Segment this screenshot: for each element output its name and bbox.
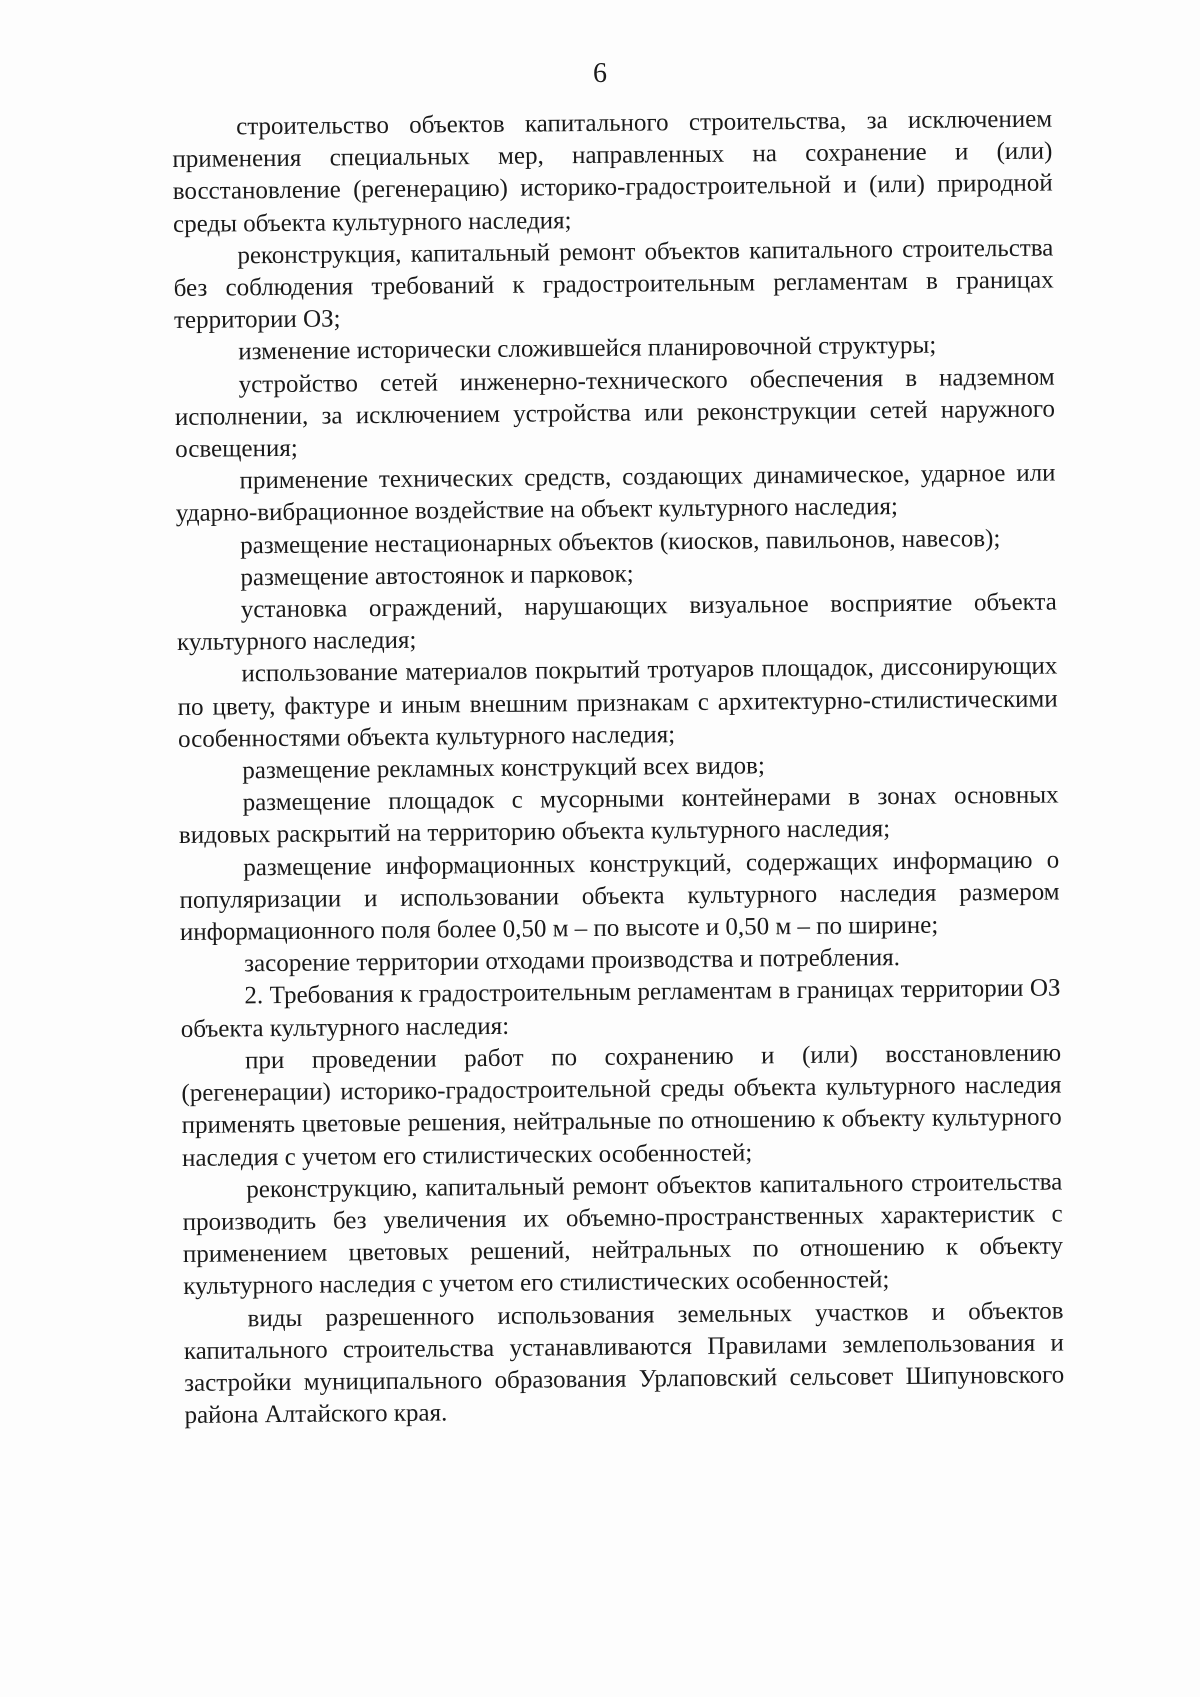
paragraph-9: использование материалов покрытий тротуаров площадок, диссонирующих по цвету, фактуре и иным внешним признакам с архитектурно-стилистическими особенностями объекта культурного наследия; — [177, 652, 1058, 753]
paragraph-17: виды разрешенного использования земельных участков и объектов капитального строительства устанавливаются Правилами землепользования и застройки муниципального образования Урлаповский сельсовет Шипуновского района Алтайского края. — [183, 1297, 1065, 1430]
page-number: 6 — [593, 58, 607, 89]
paragraph-2: реконструкция, капитальный ремонт объектов капитального строительства без соблюдения требований к градостроительным регламентам в границах территории ОЗ; — [173, 234, 1054, 335]
paragraph-3: изменение исторически сложившейся планировочной структуры; — [238, 332, 937, 366]
section-heading-2: 2. Требования к градостроительным регламентам в границах территории ОЗ объекта культурного наследия: — [180, 974, 1061, 1043]
paragraph-1: строительство объектов капитального строительства, за исключением применения специальных мер, направленных на сохранение и (или) восстановление (регенерацию) историко-градостроительной и (или) природной среды объекта культурного наследия; — [172, 105, 1053, 238]
paragraph-7: размещение автостоянок и парковок; — [240, 560, 634, 592]
paragraph-8: установка ограждений, нарушающих визуальное восприятие объекта культурного наследия; — [176, 588, 1057, 657]
paragraph-13: засорение территории отходами производства и потребления. — [244, 944, 901, 978]
paragraph-15: при проведении работ по сохранению и (или) восстановлению (регенерации) историко-градостроительной среды объекта культурного наследия применять цветовые решения, нейтральные по отношению к объекту культурного наследия с учетом его стилистических особенностей; — [181, 1039, 1062, 1172]
paragraph-11: размещение площадок с мусорными контейнерами в зонах основных видовых раскрытий на территорию объекта культурного наследия; — [178, 781, 1059, 850]
paragraph-16: реконструкцию, капитальный ремонт объектов капитального строительства производить без увеличения их объемно-пространственных характеристик с применением цветовых решений, нейтральных по отношению к объекту культурного наследия с учетом его стилистических особенностей; — [182, 1168, 1064, 1301]
document-body — [172, 104, 1065, 1433]
paragraph-5: применение технических средств, создающих динамическое, ударное или ударно-вибрационное воздействие на объект культурного наследия; — [175, 459, 1056, 528]
paragraph-6: размещение нестационарных объектов (киосков, павильонов, навесов); — [240, 524, 1001, 560]
paragraph-4: устройство сетей инженерно-технического обеспечения в надземном исполнении, за исключением устройства или реконструкции сетей наружного освещения; — [174, 363, 1056, 464]
paragraph-12: размещение информационных конструкций, содержащих информацию о популяризации и использовании объекта культурного наследия размером информационного поля более 0,50 м – по высоте и 0,50 м – по ширине; — [179, 846, 1060, 947]
paragraph-10: размещение рекламных конструкций всех видов; — [242, 752, 765, 785]
